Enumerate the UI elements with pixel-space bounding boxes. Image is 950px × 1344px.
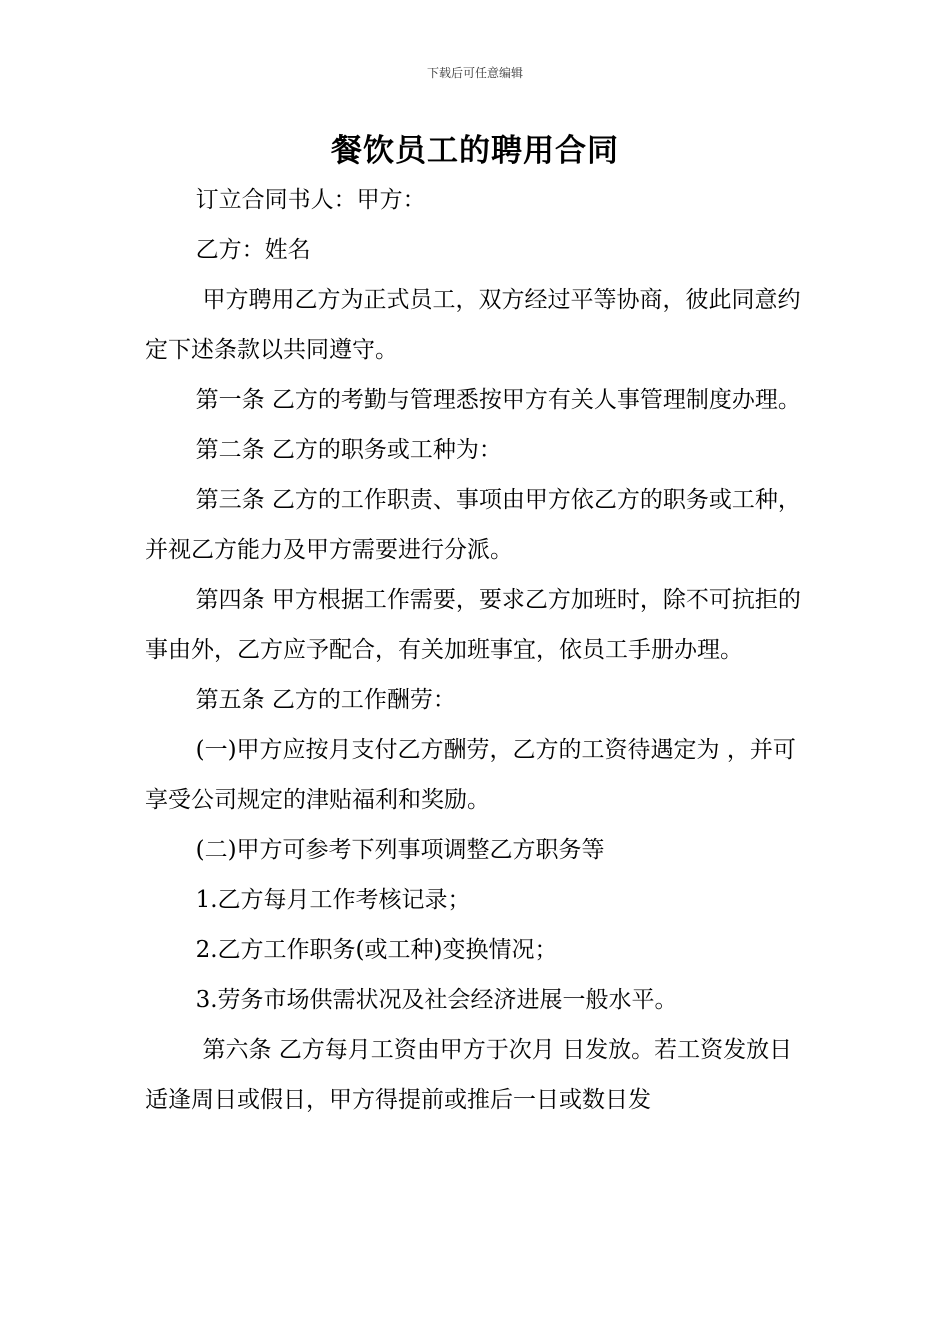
paragraph-article-4: 第四条 甲方根据工作需要，要求乙方加班时，除不可抗拒的事由外，乙方应予配合，有关加班事宜，依员工手册办理。 (145, 587, 801, 663)
paragraph-item-3: 3.劳务市场供需状况及社会经济进展一般水平。 (195, 987, 678, 1013)
paragraph-article-2: 第二条 乙方的职务或工种为： (195, 437, 502, 463)
paragraph-party-b: 乙方：姓名 (195, 237, 311, 263)
paragraph-article-5: 第五条 乙方的工作酬劳： (195, 687, 456, 713)
paragraph-article-3: 第三条 乙方的工作职责、事项由甲方依乙方的职务或工种，并视乙方能力及甲方需要进行分派。 (145, 487, 801, 563)
document-title: 餐饮员工的聘用合同 (331, 133, 619, 169)
paragraph-parties: 订立合同书人：甲方： (195, 187, 426, 213)
paragraph-item-2: 2.乙方工作职务(或工种)变换情况； (195, 937, 558, 963)
header-note: 下载后可任意编辑 (426, 66, 523, 80)
paragraph-article-1: 第一条 乙方的考勤与管理悉按甲方有关人事管理制度办理。 (195, 387, 801, 413)
paragraph-clause-5-2: (二)甲方可参考下列事项调整乙方职务等 (195, 837, 605, 863)
paragraph-article-6: 第六条 乙方每月工资由甲方于次月 日发放。若工资发放日适逢周日或假日，甲方得提前或推后一日或数日发 (145, 1037, 793, 1113)
paragraph-item-1: 1.乙方每月工作考核记录； (195, 887, 471, 913)
paragraph-clause-5-1: (一)甲方应按月支付乙方酬劳，乙方的工资待遇定为 ，并可享受公司规定的津贴福利和奖励。 (145, 737, 796, 813)
paragraph-preamble: 甲方聘用乙方为正式员工，双方经过平等协商，彼此同意约定下述条款以共同遵守。 (145, 287, 801, 363)
contract-body (145, 175, 815, 1125)
